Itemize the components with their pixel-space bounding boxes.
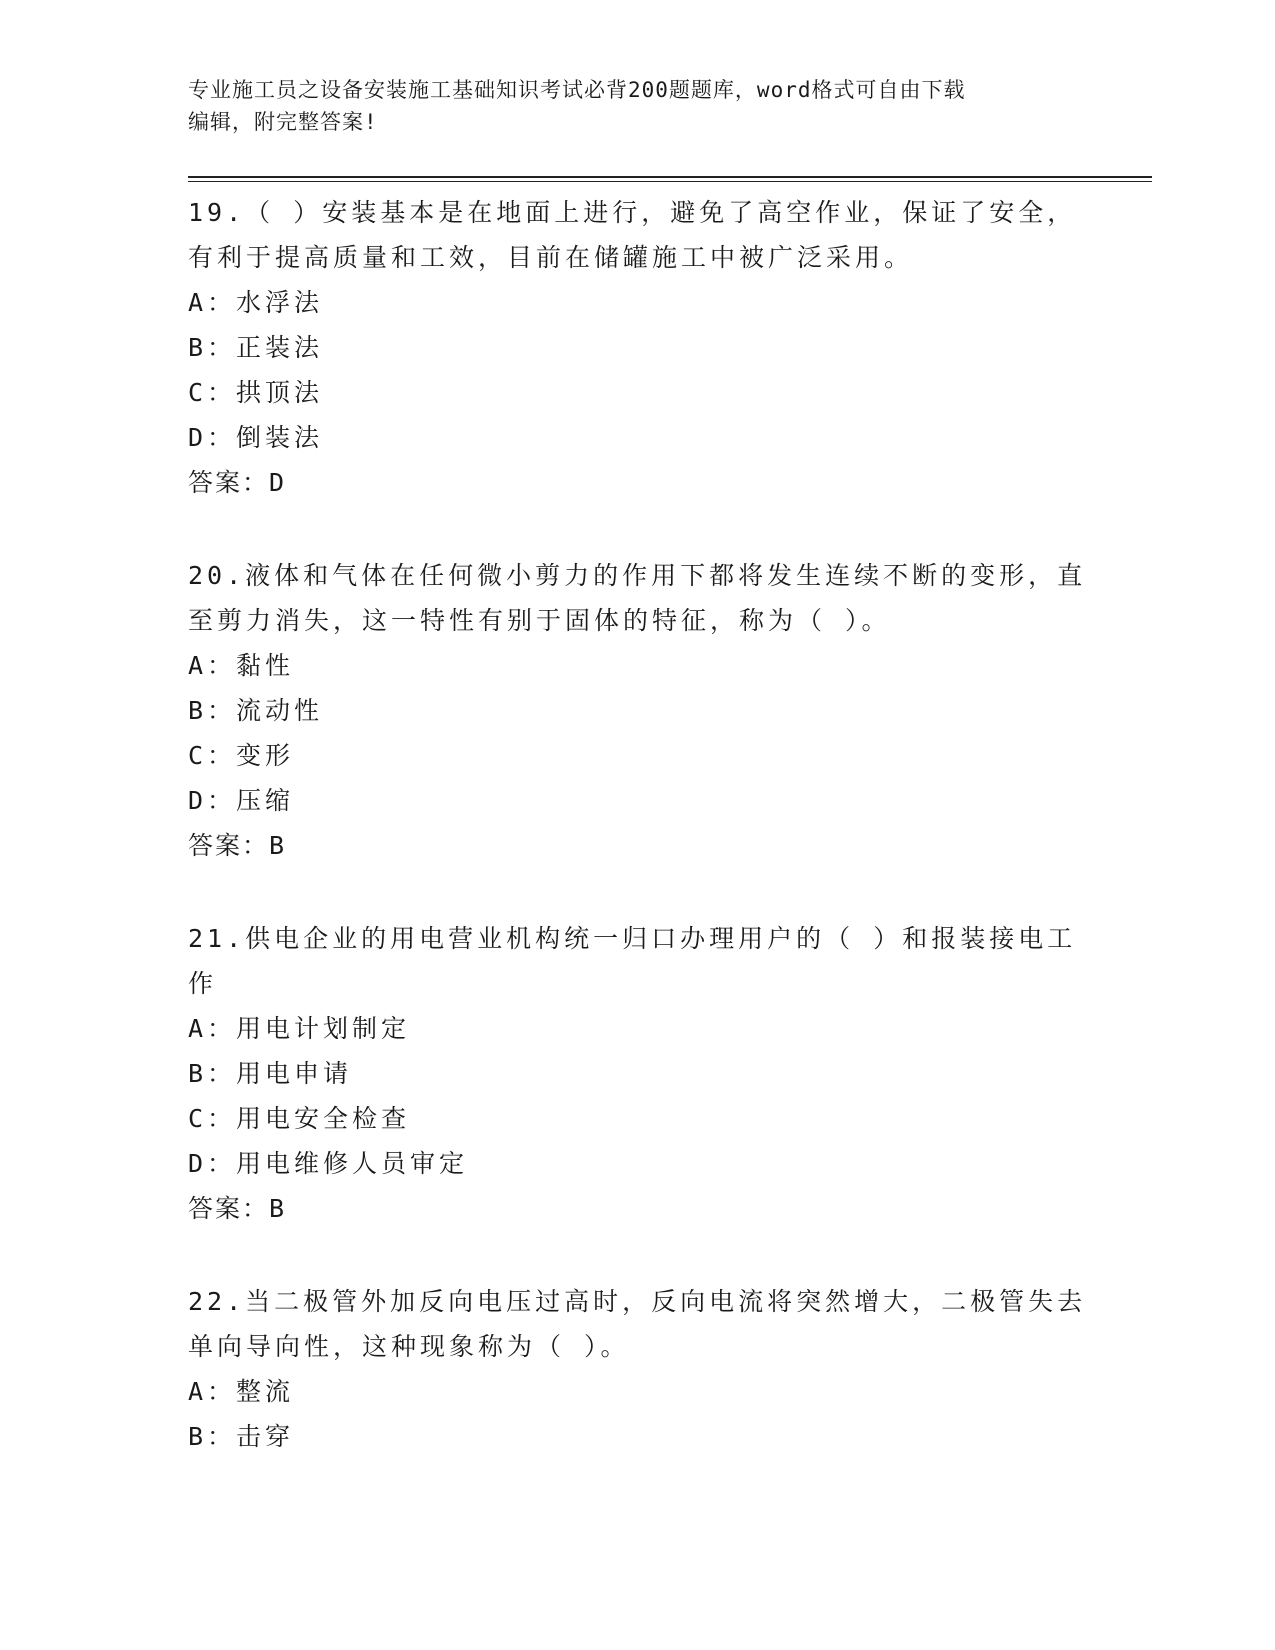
question-22 (188, 1279, 1088, 1459)
option-c: C：拱顶法 (188, 378, 324, 407)
answer-line: 答案：B (188, 831, 287, 860)
option-a: A：水浮法 (188, 288, 324, 317)
option-b: B：击穿 (188, 1422, 295, 1451)
question-stem-line: 21.供电企业的用电营业机构统一归口办理用户的（ ）和报装接电工 (188, 924, 1077, 953)
document-header (188, 74, 1088, 138)
question-stem-line: 19.（ ）安装基本是在地面上进行，避免了高空作业，保证了安全， (188, 198, 1077, 227)
question-stem-line: 20.液体和气体在任何微小剪力的作用下都将发生连续不断的变形，直 (188, 561, 1087, 590)
answer-line: 答案：D (188, 468, 287, 497)
question-stem-line: 至剪力消失，这一特性有别于固体的特征，称为（ ）。 (188, 606, 891, 635)
question-stem-line: 22.当二极管外加反向电压过高时，反向电流将突然增大，二极管失去 (188, 1287, 1087, 1316)
option-d: D：压缩 (188, 786, 295, 815)
question-20 (188, 553, 1088, 868)
question-19 (188, 190, 1088, 505)
answer-line: 答案：B (188, 1194, 287, 1223)
option-a: A：用电计划制定 (188, 1014, 411, 1043)
question-list (188, 190, 1088, 1459)
option-c: C：变形 (188, 741, 295, 770)
option-a: A：整流 (188, 1377, 295, 1406)
option-a: A：黏性 (188, 651, 295, 680)
option-b: B：流动性 (188, 696, 324, 725)
option-d: D：用电维修人员审定 (188, 1149, 469, 1178)
question-stem-line: 作 (188, 969, 218, 998)
option-b: B：正装法 (188, 333, 324, 362)
option-d: D：倒装法 (188, 423, 324, 452)
header-title-line1: 专业施工员之设备安装施工基础知识考试必背200题题库，word格式可自由下载 (188, 78, 966, 102)
question-stem-line: 有利于提高质量和工效，目前在储罐施工中被广泛采用。 (188, 243, 914, 272)
option-b: B：用电申请 (188, 1059, 353, 1088)
question-stem-line: 单向导向性，这种现象称为（ ）。 (188, 1332, 630, 1361)
header-divider-thin (188, 181, 1152, 182)
option-c: C：用电安全检查 (188, 1104, 411, 1133)
header-divider-thick (188, 176, 1152, 178)
header-title-line2: 编辑，附完整答案! (188, 110, 378, 134)
question-21 (188, 916, 1088, 1231)
